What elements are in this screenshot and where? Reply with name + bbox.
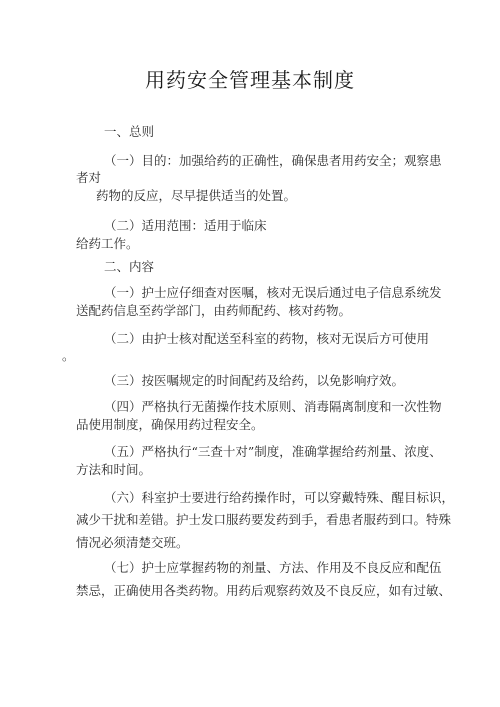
paragraph-line: （四）严格执行无菌操作技术原则、消毒隔离制度和一次性物 [104, 399, 442, 414]
paragraph-line: 药物的反应，尽早提供适当的处置。 [96, 188, 297, 203]
paragraph-line: （一）目的：加强给药的正确性，确保患者用药安全；观察患 [104, 153, 442, 168]
paragraph-line: 给药工作。 [76, 236, 139, 251]
paragraph-line: （一）护士应仔细查对医嘱，核对无误后通过电子信息系统发 [104, 285, 442, 300]
paragraph-line: 者对 [76, 170, 102, 185]
paragraph-line: （二）由护士核对配送至科室的药物，核对无误后方可使用 [104, 331, 430, 346]
paragraph-line: （六）科室护士要进行给药操作时，可以穿戴特殊、醒目标识， [104, 490, 455, 505]
page-title: 用药安全管理基本制度 [145, 68, 355, 92]
paragraph-line: 方法和时间。 [76, 462, 152, 477]
paragraph-line: 减少干扰和差错。护士发口服药要发药到手，看患者服药到口。特殊 [76, 512, 452, 527]
paragraph-line: 品使用制度，确保用药过程安全。 [76, 417, 264, 432]
paragraph-line: 情况必须清楚交班。 [76, 535, 189, 550]
paragraph-line: 。 [62, 348, 75, 363]
section-heading: 二、内容 [104, 259, 155, 274]
paragraph-line: （二）适用范围：适用于临床 [104, 218, 267, 233]
paragraph-line: 禁忌，正确使用各类药物。用药后观察药效及不良反应，如有过敏、 [76, 583, 452, 598]
paragraph-line: 送配药信息至药学部门，由药师配药、核对药物。 [76, 303, 352, 318]
section-heading: 一、总则 [104, 124, 155, 139]
paragraph-line: （七）护士应掌握药物的剂量、方法、作用及不良反应和配伍 [104, 560, 442, 575]
paragraph-line: （五）严格执行“三查十对”制度，准确掌握给药剂量、浓度、 [104, 444, 442, 459]
paragraph-line: （三）按医嘱规定的时间配药及给药，以免影响疗效。 [104, 373, 405, 388]
